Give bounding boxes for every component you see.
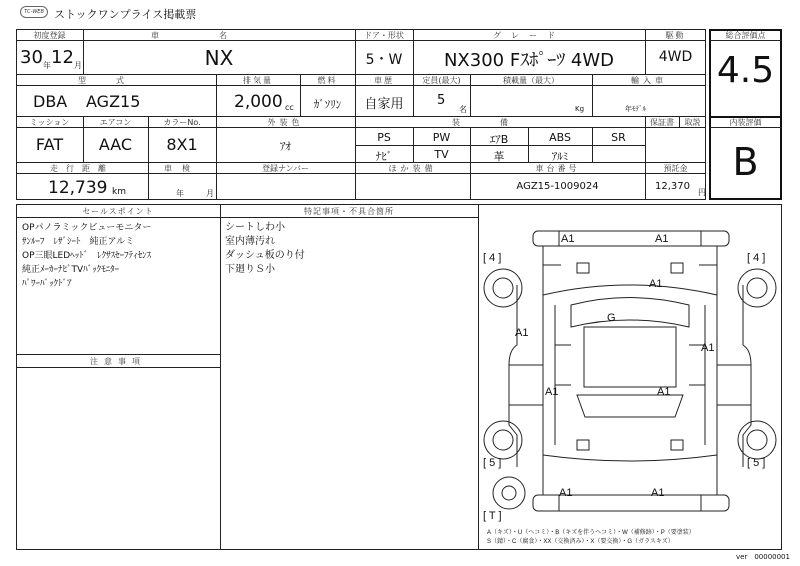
label-load: 積載量（最大） bbox=[503, 76, 559, 85]
first-reg-year: 30 bbox=[20, 47, 43, 68]
capacity-unit: 名 bbox=[459, 105, 467, 114]
label-mileage: 走行距離 bbox=[50, 164, 114, 173]
equip-airbag: ｴｱB bbox=[489, 133, 509, 146]
label-history: 車歴 bbox=[374, 76, 394, 85]
interior-score-value: B bbox=[732, 140, 759, 184]
label-manual: 取説 bbox=[684, 118, 701, 127]
list-item: OPパノラミックビューモニター bbox=[22, 223, 152, 233]
displacement-unit: cc bbox=[285, 103, 294, 112]
import-model: 年ﾓﾃﾞﾙ bbox=[625, 105, 646, 113]
door-form-value: 5・W bbox=[365, 52, 403, 68]
tire-label: [ 4 ] bbox=[483, 252, 502, 264]
label-color-no: カラーNo. bbox=[163, 118, 201, 127]
logo: TC-WEB bbox=[20, 6, 48, 18]
tire-label: [ 4 ] bbox=[747, 252, 766, 264]
label-mission: ミッション bbox=[29, 118, 70, 127]
displacement-value: 2,000 bbox=[234, 92, 283, 112]
label-capacity: 定員(最大) bbox=[422, 76, 461, 85]
label-door-form: ドア・形状 bbox=[364, 31, 404, 40]
load-unit: Kg bbox=[575, 105, 585, 113]
sales-points-list bbox=[22, 221, 151, 291]
deposit-unit: 円 bbox=[698, 188, 706, 197]
list-item: ｻﾝﾙｰﾌ ﾚｻﾞｼｰﾄ 純正アルミ bbox=[22, 237, 135, 247]
tire-label: [ T ] bbox=[483, 510, 502, 522]
label-notes-issues: 特記事項・不具合箇所 bbox=[304, 207, 394, 216]
label-reg-number: 登録ナンバー bbox=[261, 164, 310, 173]
list-item: ダッシュ板のり付 bbox=[225, 250, 305, 261]
damage-mark: A1 bbox=[651, 487, 665, 499]
list-item: OP三眼LEDﾍｯﾄﾞ ﾚｸｻｽｾｰﾌﾃｨｾﾝｽ bbox=[22, 251, 152, 261]
mileage-value: 12,739 bbox=[48, 178, 108, 198]
equip-sr: SR bbox=[611, 131, 626, 144]
list-item: 下廻りＳ小 bbox=[225, 264, 275, 275]
label-drive: 駆動 bbox=[665, 31, 686, 40]
model-prefix-value: DBA bbox=[33, 92, 68, 111]
damage-mark: A1 bbox=[559, 487, 573, 499]
label-chassis-no: 車台番号 bbox=[535, 164, 580, 173]
label-overall-score: 総合評価点 bbox=[725, 31, 766, 40]
first-reg-year-unit: 年 bbox=[43, 61, 51, 70]
version-label: ver 00000001 bbox=[736, 553, 790, 561]
label-displacement: 排気量 bbox=[243, 76, 273, 85]
label-deposit: 預託金 bbox=[663, 164, 688, 173]
list-item: ﾊﾟﾜｰﾊﾞｯｸﾄﾞｱ bbox=[22, 279, 72, 289]
damage-mark: A1 bbox=[649, 278, 663, 290]
damage-mark: A1 bbox=[561, 233, 575, 245]
damage-mark: A1 bbox=[657, 386, 671, 398]
history-value: 自家用 bbox=[364, 97, 404, 112]
equip-abs: ABS bbox=[549, 131, 571, 144]
damage-mark: A1 bbox=[515, 327, 529, 339]
overall-score-value: 4.5 bbox=[716, 50, 775, 91]
list-item: 室内薄汚れ bbox=[225, 236, 275, 247]
label-model: 型式 bbox=[78, 76, 154, 85]
label-cautions: 注意事項 bbox=[90, 357, 146, 366]
label-import: 輸入車 bbox=[631, 76, 667, 85]
page-title: ストックワンプライス掲載票 bbox=[54, 8, 197, 21]
chassis-no-value: AGZ15-1009024 bbox=[516, 181, 599, 192]
equip-leather: 革 bbox=[493, 150, 505, 163]
tire-label: [ 5 ] bbox=[747, 457, 766, 469]
damage-mark: A1 bbox=[545, 386, 559, 398]
inspection-year: 年 bbox=[176, 189, 184, 198]
label-exterior-color: 外装色 bbox=[267, 118, 304, 127]
notes-list bbox=[225, 221, 305, 277]
list-item: 純正ﾒｰｶｰﾅﾋﾞTVﾊﾞｯｸﾓﾆﾀｰ bbox=[22, 265, 120, 275]
drive-value: 4WD bbox=[658, 49, 693, 65]
color-no-value: 8X1 bbox=[166, 135, 198, 154]
first-reg-month: 12 bbox=[51, 47, 74, 68]
label-car-name: 車名 bbox=[151, 31, 287, 40]
mission-value: FAT bbox=[35, 135, 64, 154]
tire-label: [ 5 ] bbox=[483, 457, 502, 469]
legend-line: S（錆）・C（腐食）・XX（交換済み）・X（要交換）・G（ガラスキズ） bbox=[487, 539, 674, 545]
label-grade: グレード bbox=[493, 31, 565, 40]
label-warranty: 保証書 bbox=[650, 118, 674, 127]
capacity-value: 5 bbox=[437, 93, 446, 108]
inspection-month: 月 bbox=[206, 189, 214, 198]
legend-line: A（キズ）・U（ヘコミ）・B（キズを伴うヘコミ）・W（補修跡）・P（要塗装） bbox=[487, 530, 695, 536]
car-diagram bbox=[479, 205, 781, 549]
list-item: シートしわ小 bbox=[225, 222, 285, 233]
label-aircon: エアコン bbox=[99, 118, 132, 127]
aircon-value: AAC bbox=[98, 135, 133, 154]
label-inspection: 車検 bbox=[164, 164, 200, 173]
exterior-color-value: ｱｵ bbox=[280, 140, 291, 153]
first-reg-month-unit: 月 bbox=[74, 61, 82, 70]
deposit-value: 12,370 bbox=[655, 181, 690, 192]
label-fuel: 燃料 bbox=[317, 76, 338, 85]
mileage-unit: km bbox=[112, 187, 126, 197]
equip-alloy: ｱﾙﾐ bbox=[551, 150, 569, 163]
car-name-value: NX bbox=[204, 46, 234, 70]
label-other-equipment: ほか装備 bbox=[388, 164, 437, 173]
label-interior-score: 内装評価 bbox=[729, 118, 762, 127]
damage-mark: A1 bbox=[655, 233, 669, 245]
label-sales-points: セールスポイント bbox=[82, 207, 154, 216]
equip-ps: PS bbox=[377, 131, 391, 144]
model-value: AGZ15 bbox=[86, 92, 141, 111]
fuel-value: ｶﾞｿﾘﾝ bbox=[313, 98, 342, 111]
label-first-reg: 初度登録 bbox=[33, 31, 66, 40]
equip-tv: TV bbox=[434, 148, 449, 161]
label-equipment: 装備 bbox=[452, 118, 548, 127]
damage-mark: G bbox=[607, 312, 616, 324]
equip-navi: ﾅﾋﾞ bbox=[375, 150, 393, 163]
damage-mark: A1 bbox=[701, 342, 715, 354]
grade-value: NX300 Fｽﾎﾟｰﾂ 4WD bbox=[443, 50, 615, 71]
equip-pw: PW bbox=[432, 131, 451, 144]
